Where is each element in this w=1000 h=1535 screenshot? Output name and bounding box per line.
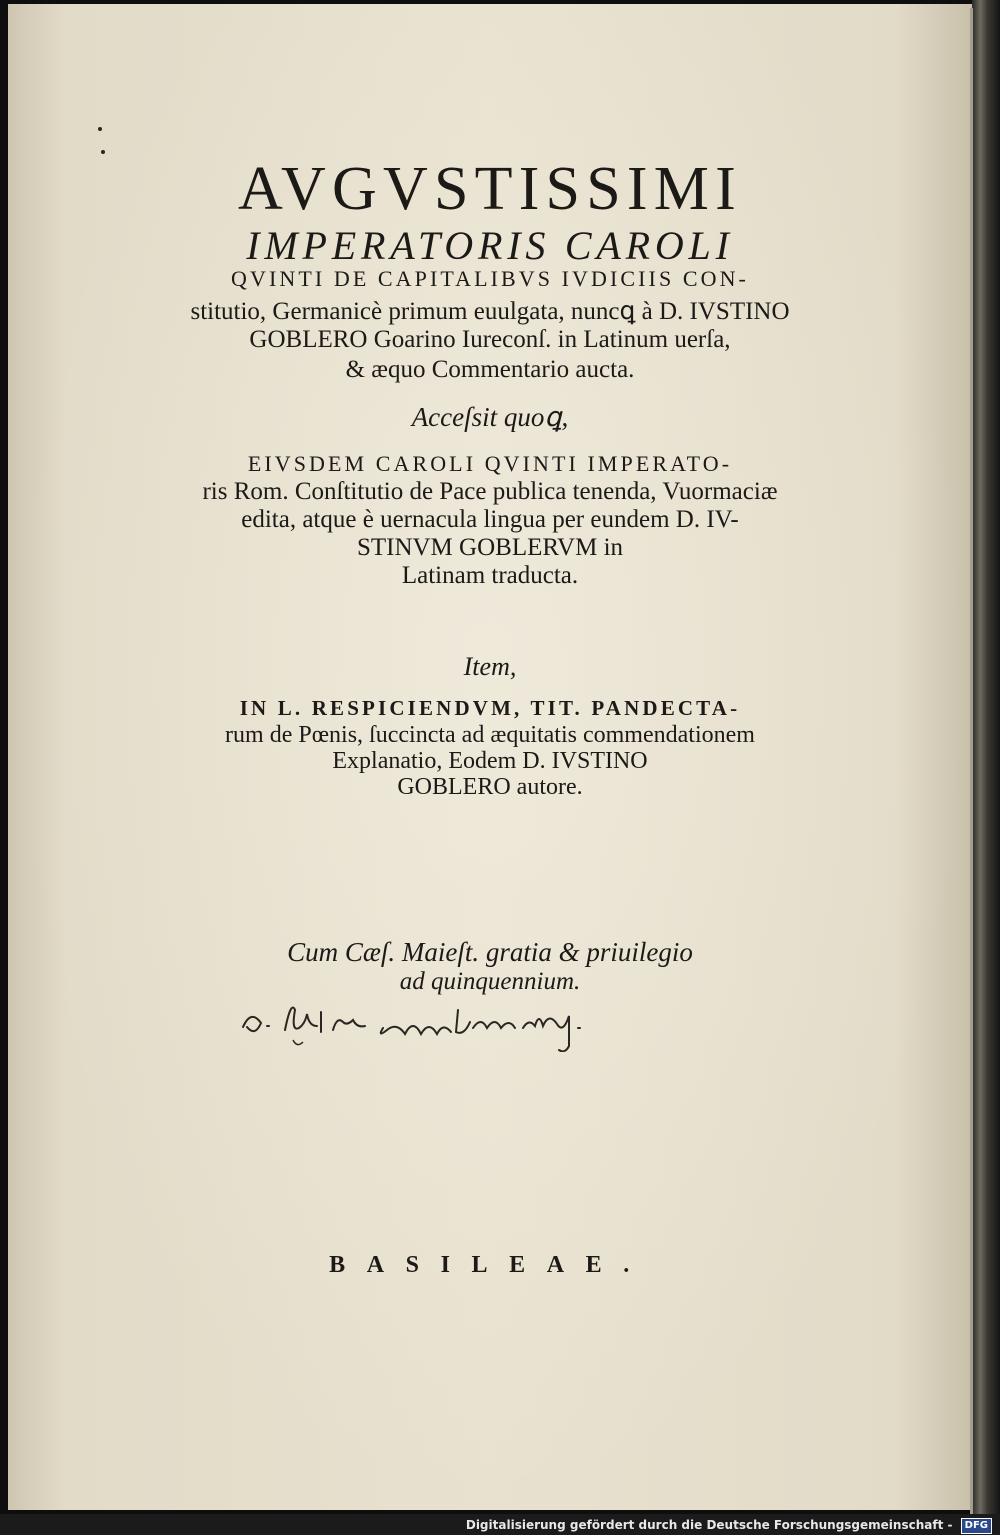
title-line-3: stitutio, Germanicè primum euulgata, nuncꝗ à D. IVSTINO — [190, 298, 790, 325]
item-line-4: GOBLERO autore. — [397, 774, 583, 800]
privilege-line-2: ad quinquennium. — [399, 968, 581, 995]
eiusdem-line-3: edita, atque è uernacula lingua per eundem D. IV- — [241, 506, 739, 533]
footer — [466, 1515, 992, 1535]
item-line-1: IN L. RESPICIENDVM, TIT. PANDECTA- — [239, 696, 741, 720]
eiusdem-line-1: EIVSDEM CAROLI QVINTI IMPERATO- — [247, 451, 733, 476]
imprint: BASILEAE. — [329, 1252, 651, 1278]
eiusdem-line-2: ris Rom. Conſtitutio de Pace publica tenenda, Vuormaciæ — [202, 478, 778, 505]
privilege-line-1: Cum Cæſ. Maieſt. gratia & priuilegio — [287, 937, 693, 967]
eiusdem-line-4: STINVM GOBLERVM in — [356, 534, 624, 561]
title-line-2: QVINTI DE CAPITALIBVS IVDICIIS CON- — [231, 266, 749, 291]
footer-text: Digitalisierung gefördert durch die Deutsche Forschungsgemeinschaft - — [465, 1518, 953, 1532]
eiusdem-line-5: Latinam traducta. — [401, 562, 579, 589]
title-main: AVGVSTISSIMI — [238, 155, 742, 223]
title-line-1: IMPERATORIS CAROLI — [246, 223, 734, 268]
title-line-5: & æquo Commentario aucta. — [345, 356, 635, 383]
title-line-4: GOBLERO Goarino Iureconſ. in Latinum uerſa, — [249, 326, 731, 353]
dfg-logo: DFG — [961, 1518, 992, 1534]
item-line-2: rum de Pœnis, ſuccincta ad æquitatis commendationem — [225, 722, 755, 748]
item-line-3: Explanatio, Eodem D. IVSTINO — [332, 748, 648, 774]
item-heading: Item, — [463, 652, 517, 681]
title-page — [8, 4, 972, 1510]
accessit-heading: Acceſsit quoꝗ, — [411, 402, 569, 432]
ink-speck — [98, 127, 102, 131]
handwritten-signature — [233, 992, 653, 1052]
book-edge — [972, 0, 1000, 1514]
